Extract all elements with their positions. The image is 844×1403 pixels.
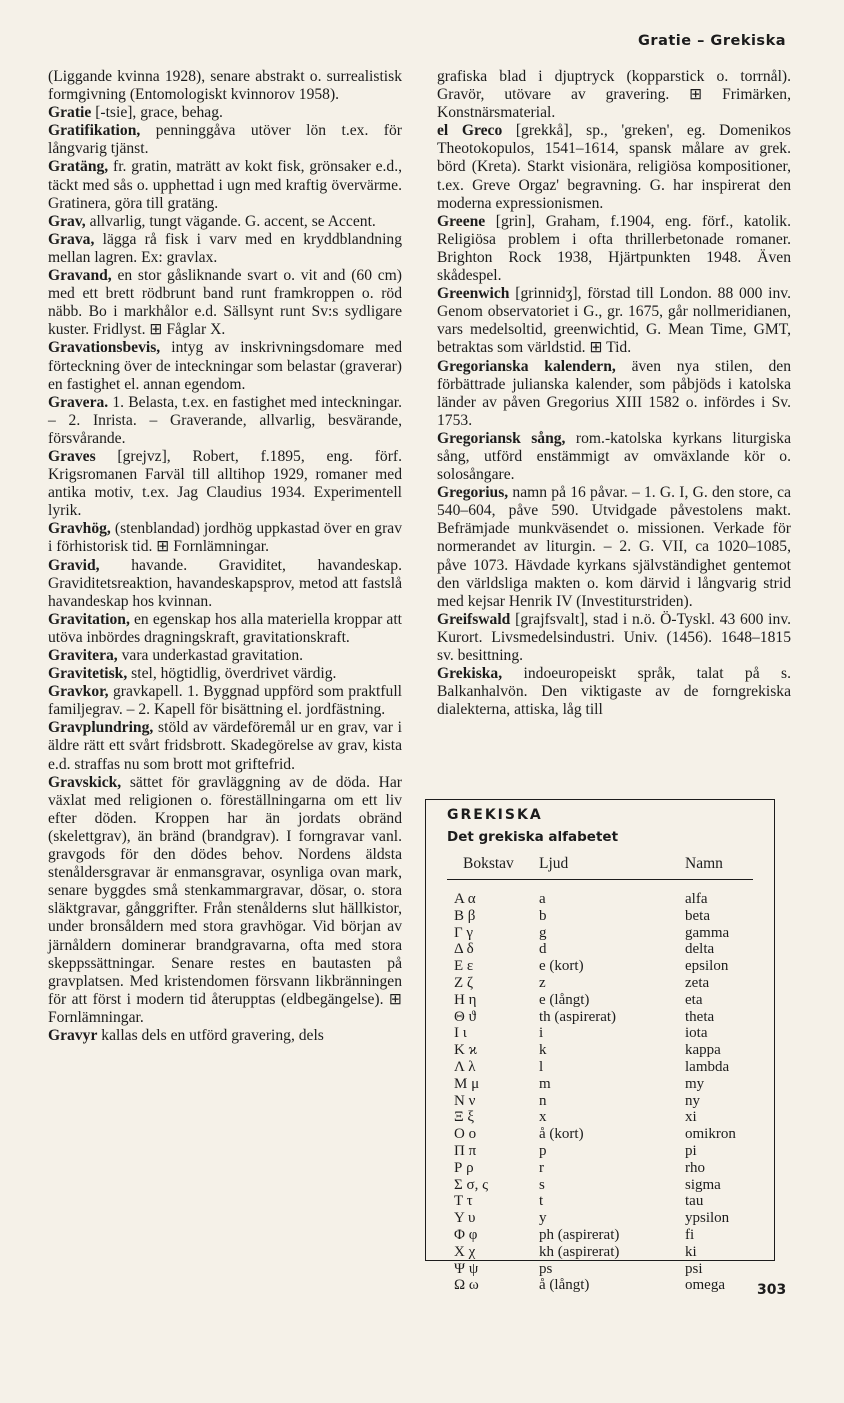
greek-letter: Τ τ [454, 1193, 473, 1210]
entry-text: allvarlig, tungt vägande. G. accent, se Accent. [89, 212, 376, 230]
entry-text: (Liggande kvinna 1928), senare abstrakt o. surrealistisk formgivning (Entomologiskt kvinnorov 1958). [48, 68, 402, 104]
alphabet-row [426, 908, 774, 925]
alphabet-row [426, 1059, 774, 1076]
dictionary-entry [48, 158, 402, 212]
letter-name: ny [685, 1092, 700, 1109]
greek-letter: Ε ε [454, 958, 474, 975]
entry-headword: Gravplundring, [48, 719, 154, 737]
entry-text: 1. Belasta, t.ex. en fastighet med inteckningar. – 2. Inrista. – Graverande, allvarlig, besvärande, försvårande. [48, 393, 403, 447]
greek-letter: Ξ ξ [454, 1109, 475, 1126]
dictionary-entry [48, 122, 402, 158]
dictionary-entry [48, 267, 402, 339]
entry-headword: Gravera. [48, 393, 109, 411]
letter-sound: å (långt) [539, 1277, 590, 1294]
entry-headword: Grav, [48, 212, 86, 230]
entry-headword: Gravskick, [48, 773, 122, 791]
letter-name: fi [685, 1226, 695, 1243]
greek-letter: Ρ ρ [454, 1159, 474, 1176]
entry-text: vara underkastad gravitation. [121, 647, 304, 664]
greek-letter: Ο ο [454, 1126, 477, 1143]
entry-text: [grinnidʒ], förstad till London. 88 000 inv. Genom observatoriet i G., gr. 1675, går nollmeridianen, vars medelsoltid, greenwichtid, G. Mean Time, GMT, betraktas som världstid. ⊞ Tid. [437, 285, 791, 357]
entry-text: lägga rå fisk i varv med en kryddblandning mellan lagren. Ex: gravlax. [48, 230, 403, 266]
alphabet-row [426, 1261, 774, 1278]
letter-name: tau [685, 1193, 704, 1210]
right-column [437, 68, 791, 719]
alphabet-row [426, 1093, 774, 1110]
greek-letter: Γ γ [454, 924, 474, 941]
entry-headword: Greene [437, 212, 486, 230]
letter-sound: x [539, 1109, 547, 1126]
entry-text: grafiska blad i djuptryck (kopparstick o. torrnål). Gravör, utövare av gravering. ⊞ Frimärken, Konstnärsmaterial. [437, 68, 791, 122]
header-name: Namn [685, 855, 723, 872]
entry-headword: Gravid, [48, 556, 100, 574]
dictionary-entry [437, 285, 791, 357]
entry-text: havande. Graviditet, havandeskap. Graviditetsreaktion, havandeskapsprov, metod att fastslå havandeskap hos kvinnan. [48, 556, 403, 610]
entry-headword: Gregorianska kalendern, [437, 357, 616, 375]
greek-letter: Μ μ [454, 1075, 480, 1092]
dictionary-entry [48, 104, 402, 122]
alphabet-row [426, 1076, 774, 1093]
letter-name: alfa [685, 891, 708, 907]
entry-headword: Gregorius, [437, 484, 509, 502]
alphabet-row [426, 975, 774, 992]
entry-text: penninggåva utöver lön t.ex. för långvarig tjänst. [48, 122, 402, 158]
letter-name: eta [685, 991, 703, 1008]
entry-headword: Gregoriansk sång, [437, 429, 566, 447]
greek-letter: Φ φ [454, 1226, 478, 1243]
entry-headword: Gratäng, [48, 158, 109, 176]
alphabet-row [426, 925, 774, 942]
entry-headword: Gravationsbevis, [48, 339, 161, 357]
dictionary-entry [48, 665, 402, 683]
letter-sound: k [539, 1042, 547, 1059]
letter-name: sigma [685, 1176, 721, 1193]
dictionary-entry [437, 122, 791, 212]
dictionary-entry [48, 231, 402, 267]
header-letter: Bokstav [463, 855, 514, 872]
greek-letter: Κ ϰ [454, 1042, 477, 1059]
letter-name: rho [685, 1159, 705, 1176]
dictionary-entry [437, 611, 791, 665]
greek-letter: Α α [454, 891, 476, 907]
entry-headword: Gravhög, [48, 520, 111, 538]
letter-name: xi [685, 1109, 697, 1126]
alphabet-row [426, 1160, 774, 1177]
greek-letter: Υ υ [454, 1210, 476, 1227]
alphabet-row [426, 1177, 774, 1194]
letter-name: gamma [685, 924, 730, 941]
entry-text: [grekkå], sp., 'greken', eg. Domenikos Theotokopulos, 1541–1614, spansk målare av grek. börd (Kreta). Starkt visionära, religiösa kompositioner, t.ex. Greve Orgaz' begravning. G. har inspirerat den moderna expressionismen. [437, 122, 791, 212]
running-header: Gratie – Grekiska [638, 33, 786, 49]
letter-sound: kh (aspirerat) [539, 1243, 620, 1260]
entry-text: gravkapell. 1. Byggnad uppförd som praktfull familjegrav. – 2. Kapell för bisättning el. jordfästning. [48, 683, 402, 719]
letter-sound: ph (aspirerat) [539, 1226, 620, 1243]
greek-letter: Η η [454, 991, 477, 1008]
dictionary-entry [437, 430, 791, 484]
letter-sound: r [539, 1159, 544, 1176]
entry-text: [grajfsvalt], stad i n.ö. Ö-Tyskl. 43 600 inv. Kurort. Livsmedelsindustri. Univ. (1456). 1648–1815 sv. besittning. [437, 610, 791, 664]
greek-letter: Ι ι [454, 1025, 467, 1042]
alphabet-row [426, 1009, 774, 1026]
letter-sound: l [539, 1058, 544, 1075]
letter-sound: b [539, 907, 547, 924]
dictionary-entry [48, 68, 402, 104]
letter-name: omikron [685, 1126, 736, 1143]
greek-letter: Ν ν [454, 1092, 476, 1109]
greek-letter: Δ δ [454, 941, 474, 958]
entry-headword: Gravitetisk, [48, 665, 128, 683]
dictionary-entry [437, 68, 791, 122]
letter-name: psi [685, 1260, 703, 1277]
entry-headword: Gravitera, [48, 647, 118, 664]
alphabet-row [426, 1227, 774, 1244]
letter-sound: s [539, 1176, 545, 1193]
greek-letter: Π π [454, 1142, 477, 1159]
entry-headword: Gratie [48, 104, 92, 122]
box-subtitle: Det grekiska alfabetet [447, 829, 619, 845]
entry-text: fr. gratin, maträtt av kokt fisk, grönsaker e.d., täckt med sås o. upphettad i ugn med kraftig övervärme. Gratinera, göra till gratäng. [48, 158, 402, 212]
letter-sound: th (aspirerat) [539, 1008, 617, 1025]
left-column [48, 68, 402, 1045]
greek-letter: Β β [454, 907, 476, 924]
letter-sound: m [539, 1075, 551, 1092]
letter-sound: e (kort) [539, 958, 584, 975]
entry-text: en egenskap hos alla materiella kroppar att utöva inbördes dragningskraft, gravitationskraft. [48, 610, 403, 646]
entry-text: [-tsie], grace, behag. [95, 104, 223, 122]
entry-headword: Greifswald [437, 610, 511, 628]
alphabet-row [426, 1025, 774, 1042]
dictionary-entry [48, 448, 402, 520]
alphabet-row [426, 1126, 774, 1143]
dictionary-entry [48, 647, 402, 665]
entry-text: sättet för gravläggning av de döda. Har växlat med religionen o. föreställningarna om ett liv efter döden. Kroppen har än jordats obränd (skelettgrav), än bränd (brandgrav). I forngravar vanl. gravgods för den dödes behov. Nordens äldsta stenåldersgravar är enmansgravar, osynliga ovan mark, senare byggdes små stenkammargravar, dösar, o. stora släktgravar, gånggrifter. Från stenålderns slut hällkistor, under bronsåldern med stora gravhögar. Vid början av järnåldern dominerar brandgravarna, ofta med stora skeppssättningar. Senare restes en bautasten på gravplatsen. Med kristendomen försvann likbränningen för att först i modern tid återupptas (eldbegängelse). ⊞ Fornlämningar. [48, 773, 402, 1026]
letter-sound: ps [539, 1260, 553, 1277]
entry-headword: Greenwich [437, 285, 510, 303]
entry-text: stöld av värdeföremål ur en grav, var i äldre rätt ett svårt fridsbrott. Skadegörelse av grav, kista e.d. straffas nu som brott mot griftefrid. [48, 719, 402, 773]
letter-name: my [685, 1075, 705, 1092]
entry-headword: Gravyr [48, 1026, 98, 1044]
entry-text: kallas dels en utförd gravering, dels [101, 1026, 324, 1044]
greek-letter: Χ χ [454, 1243, 476, 1260]
entry-headword: Grava, [48, 230, 95, 248]
dictionary-entry [48, 339, 402, 393]
alphabet-row [426, 958, 774, 975]
alphabet-row [426, 992, 774, 1009]
dictionary-entry [48, 719, 402, 773]
letter-sound: d [539, 941, 547, 958]
dictionary-entry [437, 484, 791, 611]
letter-name: epsilon [685, 958, 729, 975]
letter-sound: e (långt) [539, 991, 590, 1008]
letter-sound: a [539, 891, 546, 907]
entry-text: [grejvz], Robert, f.1895, eng. förf. Krigsromanen Farväl till alltihop 1929, romaner med antika motiv, t.ex. Jag Claudius 1934. Experimentell lyrik. [48, 447, 402, 520]
entry-text: indoeuropeiskt språk, talat på s. Balkanhalvön. Den viktigaste av de forngrekiska dialekterna, attiska, låg till [437, 665, 791, 719]
letter-sound: z [539, 974, 546, 991]
alphabet-rows [426, 891, 774, 1294]
dictionary-entry [48, 520, 402, 556]
alphabet-row [426, 1210, 774, 1227]
alphabet-row [426, 941, 774, 958]
letter-sound: t [539, 1193, 544, 1210]
entry-text: (stenblandad) jordhög uppkastad över en grav i förhistorisk tid. ⊞ Fornlämningar. [48, 520, 402, 556]
header-rule [447, 879, 753, 880]
dictionary-entry [48, 213, 402, 231]
alphabet-row [426, 1109, 774, 1126]
dictionary-entry [48, 683, 402, 719]
greek-letter: Ω ω [454, 1277, 479, 1294]
entry-text: stel, högtidlig, överdrivet värdig. [131, 665, 337, 683]
greek-letter: Ζ ζ [454, 974, 474, 991]
dictionary-entry [48, 1027, 402, 1045]
letter-name: beta [685, 907, 710, 924]
letter-sound: y [539, 1210, 547, 1227]
greek-letter: Σ σ, ς [454, 1176, 489, 1193]
dictionary-entry [437, 213, 791, 285]
letter-name: lambda [685, 1058, 730, 1075]
alphabet-row [426, 1193, 774, 1210]
entry-text: intyg av inskrivningsdomare med förteckning över de inteckningar som belastar (graverar) en fastighet el. annan egendom. [48, 339, 402, 393]
letter-name: delta [685, 941, 715, 958]
letter-sound: i [539, 1025, 544, 1042]
letter-name: kappa [685, 1042, 721, 1059]
alphabet-row [426, 1143, 774, 1160]
alphabet-row [426, 1277, 774, 1294]
entry-text: namn på 16 påvar. – 1. G. I, G. den store, ca 540–604, påve 590. Utvidgade påvestolens makt. Befrämjade munkväsendet o. missionen. Verkade för normerandet av liturgin. – 2. G. VII, ca 1020–1085, påve 1073. Hävdade kyrkans självständighet gentemot den världsliga makten o. kom därvid i långvarig strid med kejsar Henrik IV (Investiturstriden). [437, 484, 791, 610]
letter-name: zeta [685, 974, 710, 991]
greek-letter: Ψ ψ [454, 1260, 479, 1277]
dictionary-entry [48, 774, 402, 1027]
letter-name: pi [685, 1142, 697, 1159]
entry-text: en stor gåsliknande svart o. vit and (60 cm) med ett brett rödbrunt band runt framkroppen o. röd näbb. Bo i markhålor e.d. Sällsynt runt Sv:s sydligare kuster. Fridlyst. ⊞ Fåglar X. [48, 267, 402, 339]
entry-text: rom.-katolska kyrkans liturgiska sång, utförd enstämmigt av omväxlande kör o. solosångare. [437, 429, 792, 484]
letter-name: omega [685, 1277, 725, 1294]
greek-letter: Θ ϑ [454, 1008, 477, 1025]
box-column-headers [426, 855, 774, 877]
entry-headword: Gratifikation, [48, 122, 141, 140]
letter-sound: p [539, 1142, 547, 1159]
dictionary-entry [48, 611, 402, 647]
letter-name: ypsilon [685, 1210, 730, 1227]
alphabet-row [426, 1244, 774, 1261]
entry-headword: el Greco [437, 122, 503, 140]
entry-text: även nya stilen, den förbättrade julianska kalender, som påbjöds i katolska länder av påven Gregorius XIII 1582 o. infördes i Sv. 1753. [437, 357, 791, 429]
entry-headword: Grekiska, [437, 665, 503, 683]
greek-letter: Λ λ [454, 1058, 476, 1075]
letter-sound: g [539, 924, 547, 941]
entry-headword: Gravkor, [48, 683, 109, 701]
header-sound: Ljud [539, 855, 569, 872]
dictionary-entry [437, 665, 791, 719]
entry-headword: Gravand, [48, 267, 112, 285]
letter-sound: å (kort) [539, 1126, 584, 1143]
letter-sound: n [539, 1092, 547, 1109]
dictionary-entry [437, 358, 791, 430]
letter-name: ki [685, 1243, 697, 1260]
page-number: 303 [757, 1282, 787, 1298]
dictionary-entry [48, 557, 402, 611]
dictionary-entry [48, 394, 402, 448]
entry-headword: Graves [48, 447, 96, 465]
letter-name: iota [685, 1025, 708, 1042]
letter-name: theta [685, 1008, 715, 1025]
box-title: GREKISKA [447, 807, 543, 823]
alphabet-row [426, 891, 774, 908]
greek-alphabet-box [425, 799, 775, 1294]
entry-text: [grin], Graham, f.1904, eng. förf., katolik. Religiösa problem i ofta thrillerbetonade romaner. Brighton Rock 1938, Hjärtpunkten 1948. Även skådespel. [437, 212, 791, 285]
alphabet-row [426, 1042, 774, 1059]
entry-headword: Gravitation, [48, 610, 130, 628]
